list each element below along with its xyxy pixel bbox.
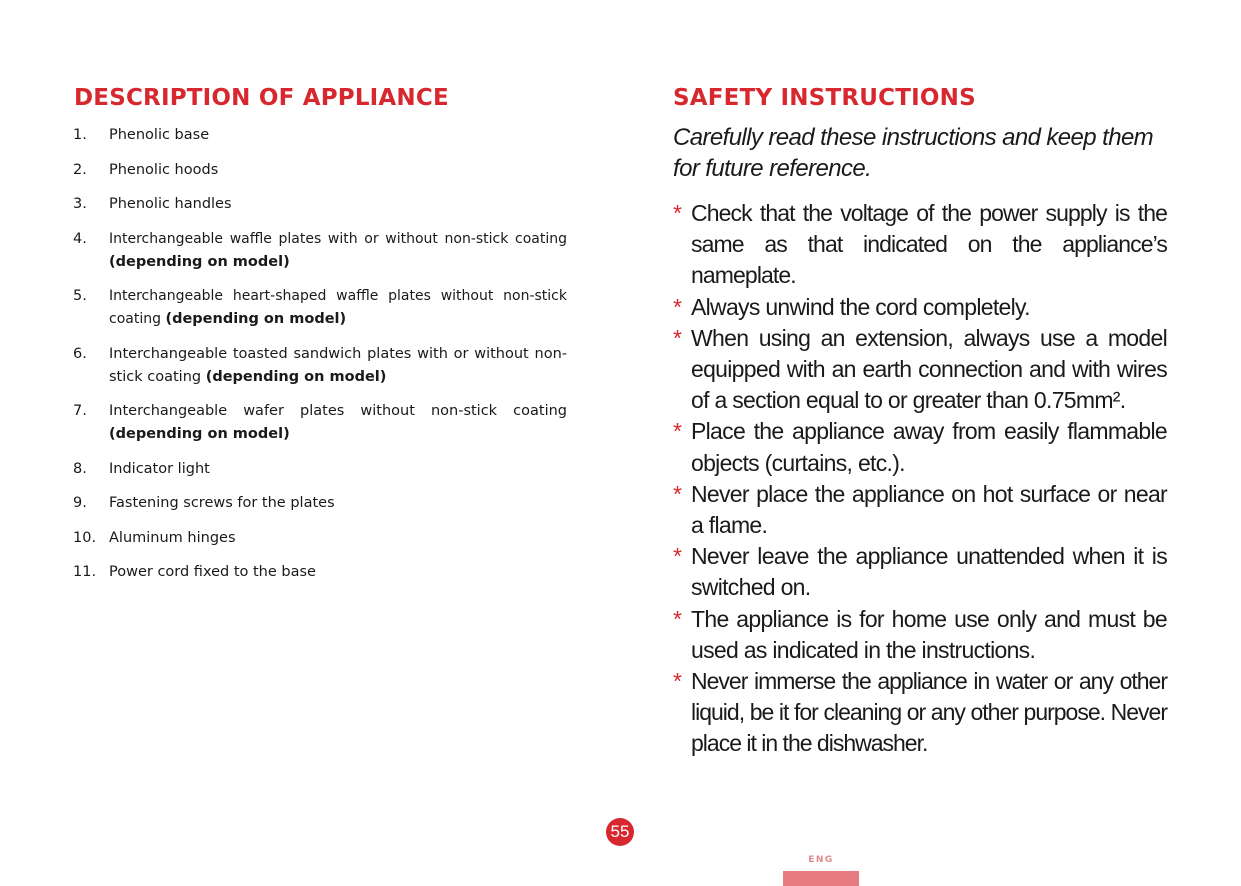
item-text: Interchangeable toasted sandwich plates with or without non-stick coating (depending on model): [109, 345, 567, 385]
language-label: ENG: [808, 855, 834, 865]
parts-list-item: [73, 400, 567, 446]
item-number: 11.: [73, 564, 97, 580]
item-text: Phenolic base: [109, 127, 210, 143]
item-number: 2.: [73, 161, 87, 178]
parts-list-item: [73, 228, 567, 274]
parts-list-item: [73, 492, 567, 515]
description-heading: DESCRIPTION OF APPLIANCE: [74, 85, 449, 112]
asterisk-bullet-icon: *: [673, 543, 682, 570]
item-text: Phenolic handles: [109, 196, 232, 212]
item-text: Interchangeable heart-shaped waffle plates without non-stick coating (depending on model): [109, 288, 567, 327]
safety-item: [673, 323, 1167, 417]
safety-item: [673, 416, 1167, 478]
parts-list-item: [73, 285, 567, 331]
safety-item: [673, 541, 1167, 603]
safety-item-text: When using an extension, always use a model equipped with an earth connection and with wires of a section equal to or greater than 0.75mm².: [691, 324, 1167, 414]
parts-list-item: [73, 458, 567, 481]
safety-list: [673, 198, 1167, 760]
item-text: Interchangeable wafer plates without non-stick coating (depending on model): [109, 403, 567, 442]
item-text: Fastening screws for the plates: [109, 495, 335, 511]
safety-item: [673, 604, 1167, 666]
safety-item: [673, 198, 1167, 292]
language-tab: [783, 871, 859, 886]
parts-list-item: [73, 193, 567, 216]
safety-item: [673, 292, 1167, 323]
safety-item-text: Never place the appliance on hot surface or near a flame.: [691, 480, 1167, 539]
asterisk-bullet-icon: *: [673, 324, 682, 351]
parts-list: [73, 124, 567, 596]
asterisk-bullet-icon: *: [673, 480, 682, 507]
parts-list-item: [73, 561, 567, 584]
asterisk-bullet-icon: *: [673, 293, 682, 320]
asterisk-bullet-icon: *: [673, 418, 682, 445]
page-number-badge: 55: [606, 818, 634, 846]
item-text: Indicator light: [109, 460, 210, 477]
parts-list-item: [73, 159, 567, 182]
safety-item-text: Never leave the appliance unattended when it is switched on.: [691, 543, 1167, 601]
safety-intro: Carefully read these instructions and keep them for future reference.: [673, 124, 1154, 182]
item-text: Power cord fixed to the base: [109, 564, 316, 580]
item-text: Aluminum hinges: [109, 529, 236, 546]
item-text: Interchangeable waffle plates with or without non-stick coating (depending on model): [109, 230, 567, 270]
item-number: 6.: [73, 345, 87, 362]
asterisk-bullet-icon: *: [673, 668, 682, 695]
safety-item: [673, 479, 1167, 541]
asterisk-bullet-icon: *: [673, 200, 682, 226]
item-number: 1.: [73, 127, 87, 143]
asterisk-bullet-icon: *: [673, 605, 682, 632]
safety-item-text: Never immerse the appliance in water or any other liquid, be it for cleaning or any other purpose. Never place it in the dishwasher.: [691, 668, 1167, 757]
item-number: 3.: [73, 196, 87, 212]
item-text: Phenolic hoods: [109, 161, 219, 178]
item-number: 10.: [73, 529, 97, 546]
parts-list-item: [73, 124, 567, 147]
parts-list-item: [73, 527, 567, 550]
item-number: 7.: [73, 403, 87, 419]
item-number: 5.: [73, 288, 87, 304]
item-number: 4.: [73, 230, 87, 247]
safety-item: [673, 666, 1167, 760]
item-number: 8.: [73, 460, 87, 477]
safety-item-text: Place the appliance away from easily flammable objects (curtains, etc.).: [691, 418, 1167, 476]
safety-heading: SAFETY INSTRUCTIONS: [673, 85, 976, 112]
safety-item-text: Always unwind the cord completely.: [691, 293, 1030, 320]
parts-list-item: [73, 343, 567, 389]
safety-item-text: Check that the voltage of the power supply is the same as that indicated on the appliance’s nameplate.: [691, 200, 1167, 289]
item-number: 9.: [73, 495, 87, 511]
safety-item-text: The appliance is for home use only and must be used as indicated in the instructions.: [691, 605, 1167, 663]
